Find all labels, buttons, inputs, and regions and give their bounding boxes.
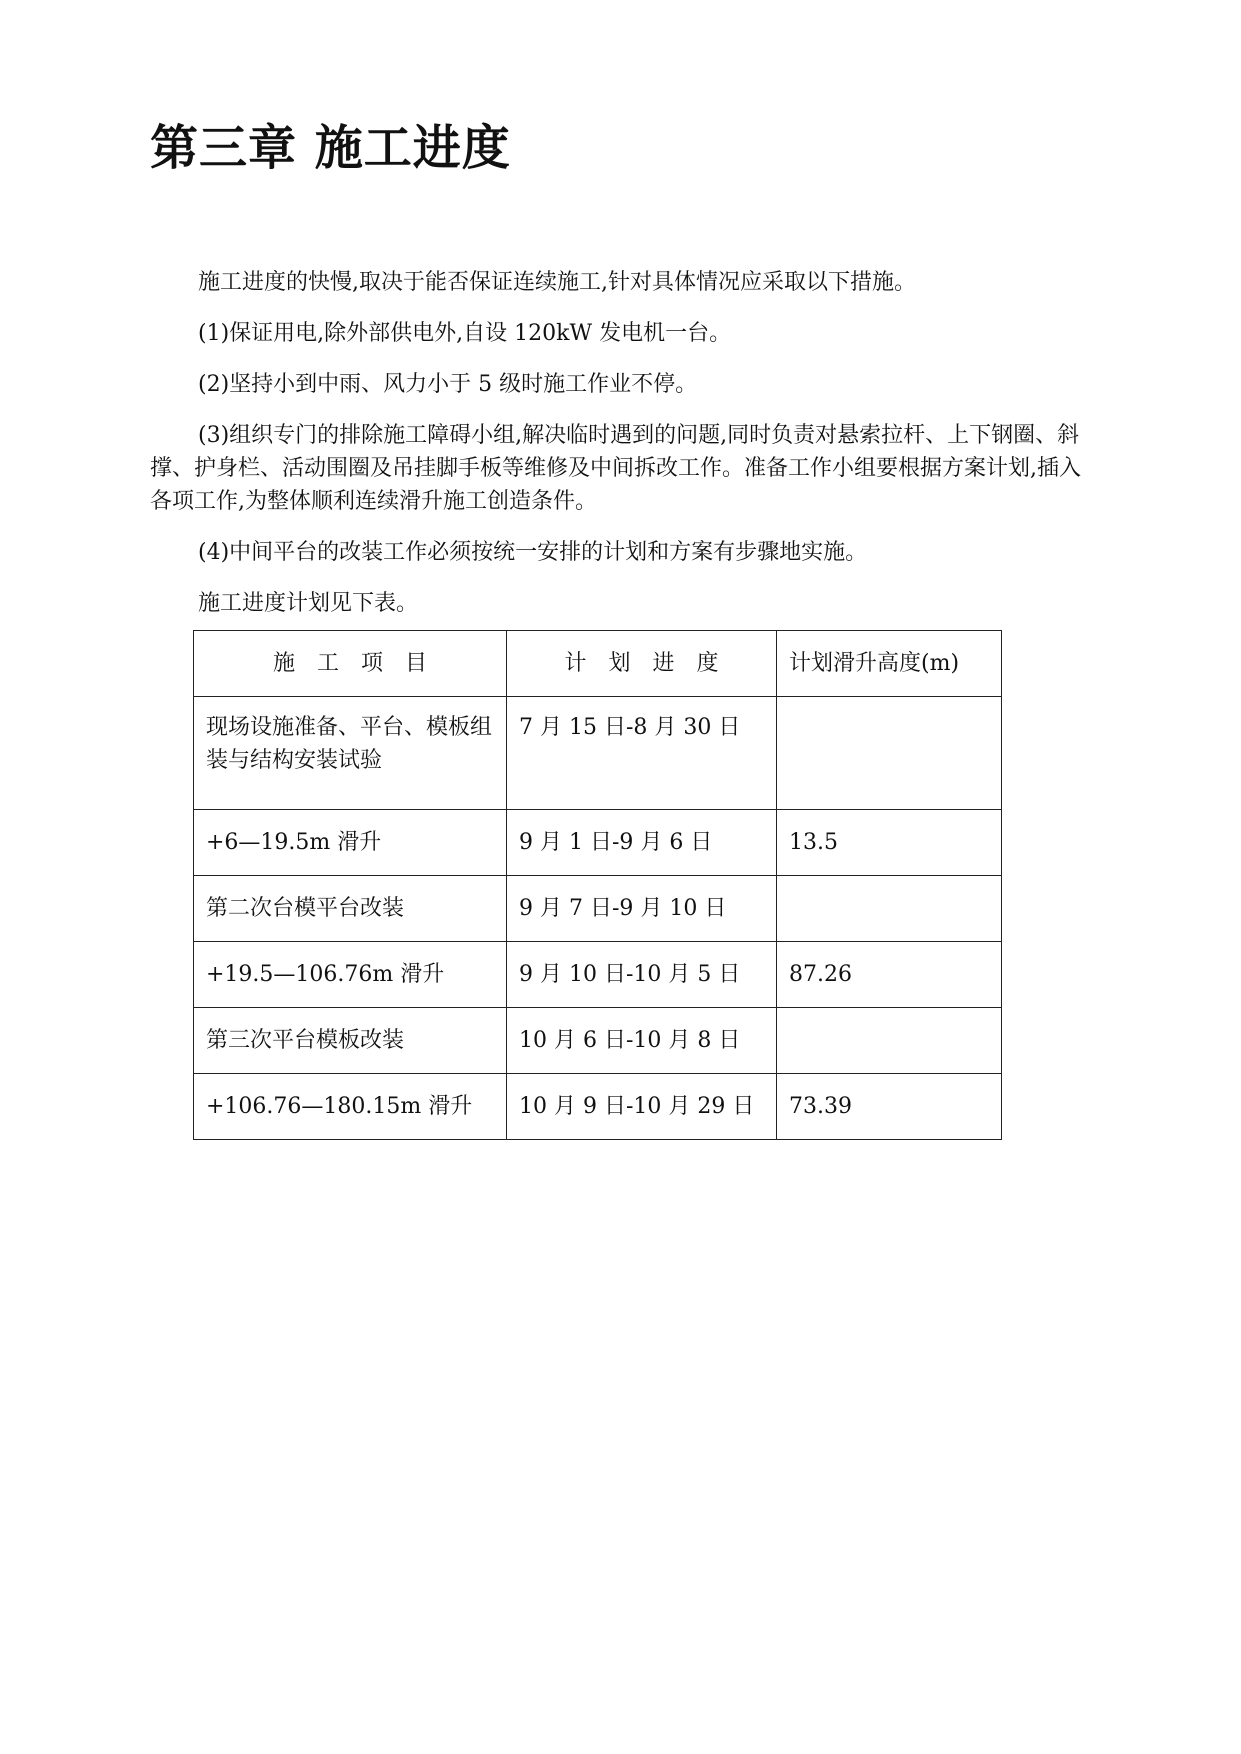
table-row (194, 942, 1002, 1008)
cell-item: +106.76—180.15m 滑升 (194, 1074, 507, 1140)
table-header-row (194, 631, 1002, 697)
cell-item: +6—19.5m 滑升 (194, 810, 507, 876)
cell-schedule: 9 月 7 日-9 月 10 日 (507, 876, 777, 942)
cell-height (777, 1008, 1002, 1074)
header-height: 计划滑升高度(m) (777, 631, 1002, 697)
cell-height: 73.39 (777, 1074, 1002, 1140)
schedule-table (193, 630, 1002, 1140)
cell-schedule: 7 月 15 日-8 月 30 日 (507, 697, 777, 810)
cell-item: 现场设施准备、平台、模板组装与结构安装试验 (194, 697, 507, 810)
paragraph-measure-3: (3)组织专门的排除施工障碍小组,解决临时遇到的问题,同时负责对悬索拉杆、上下钢圈、斜撑、护身栏、活动围圈及吊挂脚手板等维修及中间拆改工作。准备工作小组要根据方案计划,插入各项工作,为整体顺利连续滑升施工创造条件。 (150, 423, 1081, 514)
cell-height: 87.26 (777, 942, 1002, 1008)
cell-item: +19.5—106.76m 滑升 (194, 942, 507, 1008)
paragraph-table-intro: 施工进度计划见下表。 (198, 591, 419, 616)
cell-height: 13.5 (777, 810, 1002, 876)
table-row (194, 1074, 1002, 1140)
table-row (194, 876, 1002, 942)
paragraph-measure-4: (4)中间平台的改装工作必须按统一安排的计划和方案有步骤地实施。 (198, 540, 868, 565)
cell-schedule: 10 月 9 日-10 月 29 日 (507, 1074, 777, 1140)
cell-schedule: 9 月 1 日-9 月 6 日 (507, 810, 777, 876)
table-row (194, 810, 1002, 876)
cell-schedule: 10 月 6 日-10 月 8 日 (507, 1008, 777, 1074)
header-item: 施 工 项 目 (194, 631, 507, 697)
header-schedule: 计 划 进 度 (507, 631, 777, 697)
paragraph-measure-2: (2)坚持小到中雨、风力小于 5 级时施工作业不停。 (198, 372, 698, 397)
cell-schedule: 9 月 10 日-10 月 5 日 (507, 942, 777, 1008)
paragraph-intro: 施工进度的快慢,取决于能否保证连续施工,针对具体情况应采取以下措施。 (198, 270, 916, 295)
cell-height (777, 697, 1002, 810)
table-row (194, 697, 1002, 810)
cell-item: 第二次台模平台改装 (194, 876, 507, 942)
chapter-title: 第三章 施工进度 (150, 120, 511, 176)
paragraph-measure-1: (1)保证用电,除外部供电外,自设 120kW 发电机一台。 (198, 321, 732, 346)
cell-item: 第三次平台模板改装 (194, 1008, 507, 1074)
body-text (150, 266, 1100, 638)
table-row (194, 1008, 1002, 1074)
cell-height (777, 876, 1002, 942)
